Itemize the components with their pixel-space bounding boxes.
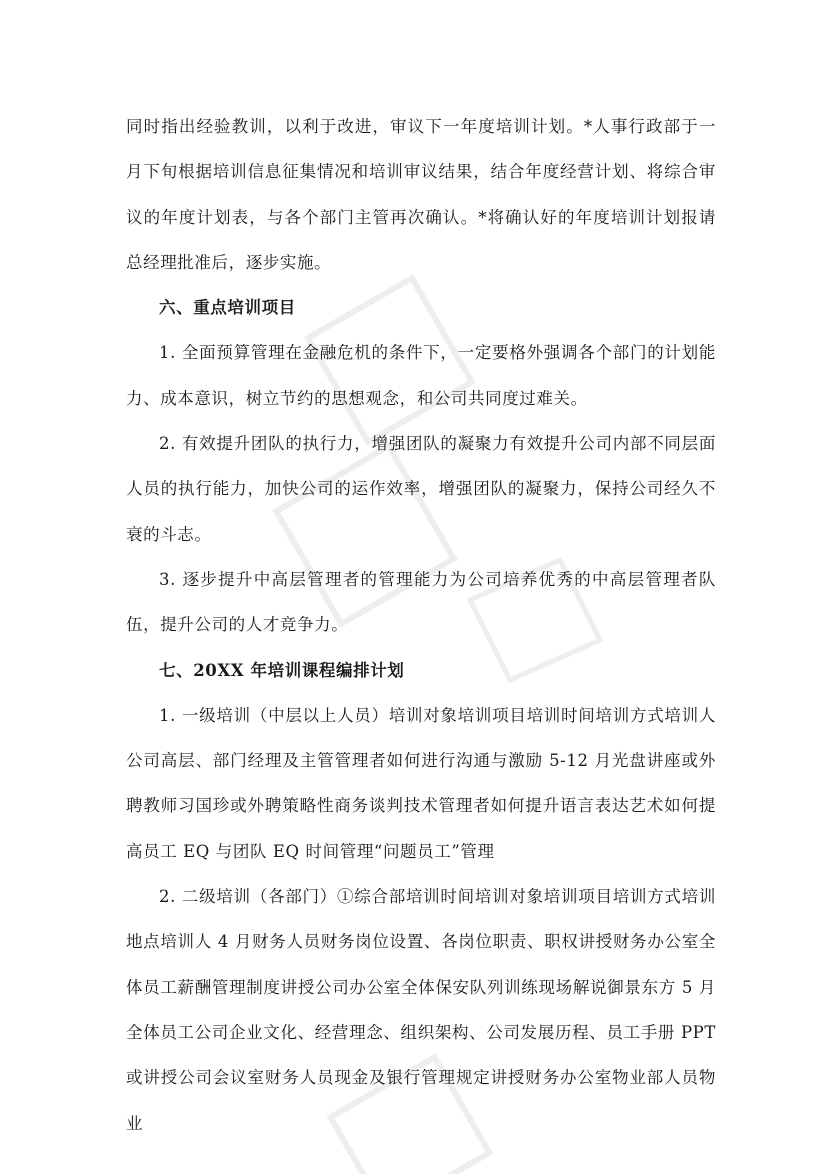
document-body [126, 104, 716, 1146]
section-heading: 七、20XX 年培训课程编排计划 [159, 660, 405, 680]
body-paragraph: 2. 有效提升团队的执行力，增强团队的凝聚力有效提升公司内部不同层面人员的执行能力，加快公司的运作效率，增强团队的凝聚力，保持公司经久不衰的斗志。 [126, 434, 716, 544]
body-paragraph: 2. 二级培训（各部门）①综合部培训时间培训对象培训项目培训方式培训地点培训人 4 月财务人员财务岗位设置、各岗位职责、职权讲授财务办公室全体员工薪酬管理制度讲授公司办公室全体保安队列训练现场解说御景东方 5 月全体员工公司企业文化、经营理念、组织架构、公司发展历程、员工手册 PPT 或讲授公司会议室财务人员现金及银行管理规定讲授财务办公室物业部人员物业 [126, 887, 716, 1133]
body-paragraph: 同时指出经验教训，以利于改进，审议下一年度培训计划。*人事行政部于一月下旬根据培训信息征集情况和培训审议结果，结合年度经营计划、将综合审议的年度计划表，与各个部门主管再次确认。*将确认好的年度培训计划报请总经理批准后，逐步实施。 [126, 117, 716, 272]
body-paragraph: 3. 逐步提升中高层管理者的管理能力为公司培养优秀的中高层管理者队伍，提升公司的人才竞争力。 [126, 569, 716, 635]
body-paragraph: 1. 全面预算管理在金融危机的条件下，一定要格外强调各个部门的计划能力、成本意识，树立节约的思想观念，和公司共同度过难关。 [126, 343, 716, 408]
section-heading: 六、重点培训项目 [159, 298, 296, 318]
body-paragraph: 1. 一级培训（中层以上人员）培训对象培训项目培训时间培训方式培训人公司高层、部门经理及主管管理者如何进行沟通与激励 5-12 月光盘讲座或外聘教师习国珍或外聘策略性商务谈判技术管理者如何提升语言表达艺术如何提高员工 EQ 与团队 EQ 时间管理“问题员工”管理 [126, 705, 716, 861]
